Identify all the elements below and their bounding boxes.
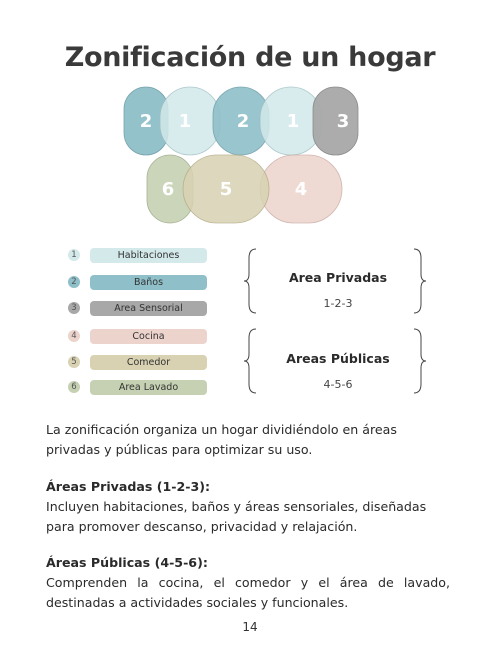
group-nums-private: 1-2-3: [323, 297, 353, 310]
legend-number: 3: [68, 302, 80, 314]
legend-label: Comedor: [90, 355, 207, 370]
legend-number: 6: [68, 381, 80, 393]
private-heading: [46, 477, 450, 497]
zone-label-1a: 1: [178, 111, 192, 132]
brace-right-public: [412, 328, 426, 394]
legend-label: Area Sensorial: [90, 301, 207, 316]
zone-label-4: 4: [294, 179, 308, 200]
page-title: Zonificación de un hogar: [64, 42, 436, 73]
group-title-public: Areas Públicas: [286, 351, 390, 366]
zone-label-2a: 2: [139, 111, 153, 132]
legend-number: 4: [68, 330, 80, 342]
private-heading-text: Áreas Privadas (1-2-3):: [46, 479, 211, 494]
legend-number: 2: [68, 276, 80, 288]
legend-label: Area Lavado: [90, 380, 207, 395]
brace-right-private: [412, 248, 426, 314]
brace-left-public: [244, 328, 258, 394]
page-number: 14: [242, 620, 258, 634]
private-paragraph: Incluyen habitaciones, baños y áreas sensoriales, diseñadas para promover descanso, privacidad y relajación.: [46, 499, 427, 534]
zone-shape-3: [313, 87, 358, 155]
legend-label: Baños: [90, 275, 207, 290]
public-paragraph: Comprenden la cocina, el comedor y el área de lavado, destinadas a actividades sociales y funcionales.: [46, 575, 450, 610]
legend-label: Cocina: [90, 329, 207, 344]
group-nums-public: 4-5-6: [323, 378, 353, 391]
public-heading-text: Áreas Públicas (4-5-6):: [46, 555, 208, 570]
brace-left-private: [244, 248, 258, 314]
zone-label-5: 5: [219, 179, 233, 200]
legend-number: 5: [68, 356, 80, 368]
legend-number: 1: [68, 249, 80, 261]
zone-label-6: 6: [161, 179, 175, 200]
public-heading: [46, 553, 450, 573]
zone-label-3: 3: [336, 111, 350, 132]
zoning-diagram: [0, 0, 500, 240]
zone-label-1b: 1: [286, 111, 300, 132]
zone-label-2b: 2: [236, 111, 250, 132]
legend-label: Habitaciones: [90, 248, 207, 263]
intro-paragraph: La zonificación organiza un hogar dividiéndolo en áreas privadas y públicas para optimizar su uso.: [46, 422, 397, 457]
group-title-private: Area Privadas: [288, 270, 388, 285]
